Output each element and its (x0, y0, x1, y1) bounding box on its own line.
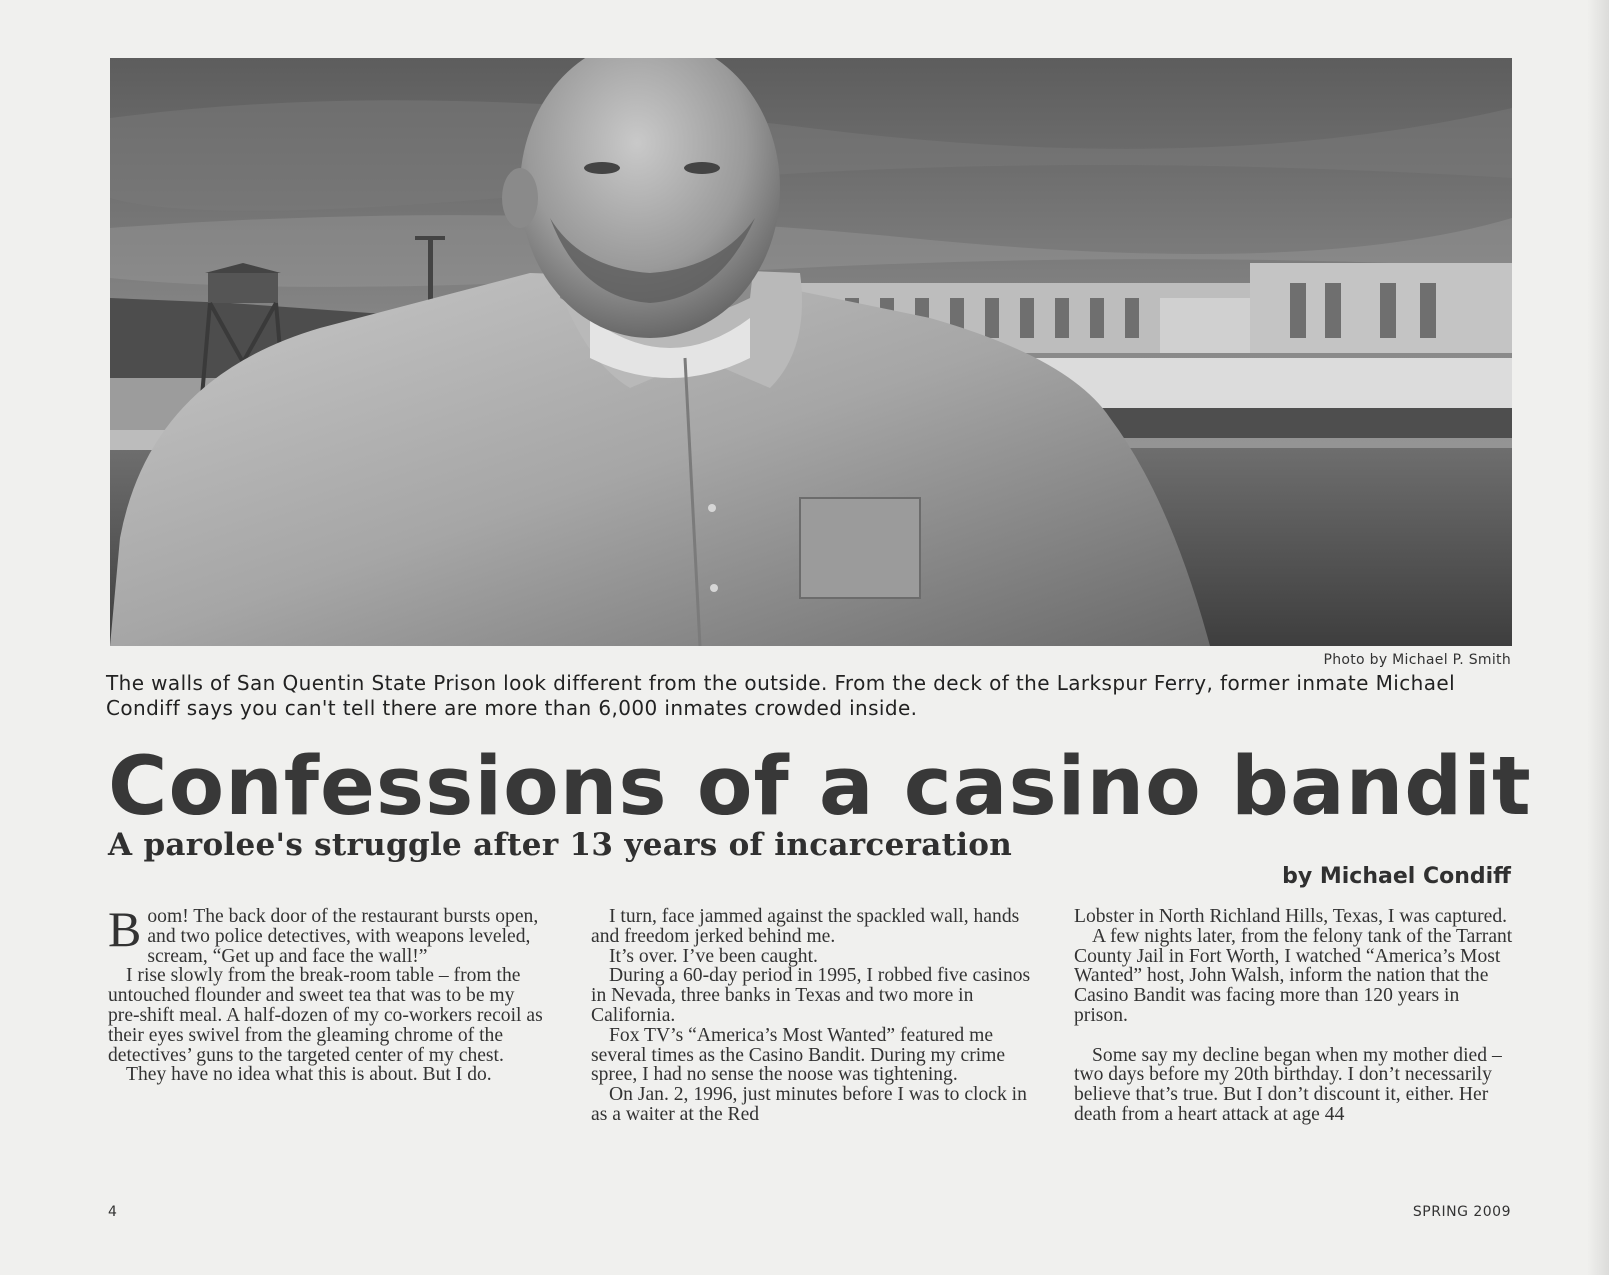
paragraph: They have no idea what this is about. But I do. (126, 1064, 492, 1086)
article-byline: by Michael Condiff (1282, 864, 1511, 889)
photo-credit: Photo by Michael P. Smith (1323, 652, 1511, 668)
paragraph: On Jan. 2, 1996, just minutes before I was to clock in as a waiter at the Red (591, 1084, 1027, 1125)
article-column-3 (1074, 907, 1514, 1125)
paragraph: A few nights later, from the felony tank of the Tarrant County Jail in Fort Worth, I watched “America’s Most Wanted” host, John Walsh, inform the nation that the Casino Bandit was facing more than 120 years in prison. (1074, 925, 1513, 1026)
photo-caption: The walls of San Quentin State Prison look different from the outside. From the deck of the Larkspur Ferry, former inmate Michael Condiff says you can't tell there are more than 6,000 inmates crowded inside. (106, 671, 1456, 720)
article-column-2 (591, 907, 1031, 1125)
paragraph-text: oom! The back door of the restaurant bursts open, and two police detectives, with weapons leveled, scream, “Get up and face the wall!” (147, 906, 539, 967)
paragraph: During a 60-day period in 1995, I robbed five casinos in Nevada, three banks in Texas and two more in California. (591, 965, 1031, 1026)
drop-cap: B (108, 901, 142, 957)
page-number: 4 (108, 1204, 117, 1220)
article-subheadline: A parolee's struggle after 13 years of incarceration (108, 827, 1013, 863)
portrait-photo (110, 58, 1512, 646)
article-headline: Confessions of a casino bandit (108, 740, 1532, 834)
paragraph-spacer (1074, 1026, 1514, 1046)
paragraph: Fox TV’s “America’s Most Wanted” featured me several times as the Casino Bandit. During my crime spree, I had no sense the noose was tightening. (591, 1024, 1006, 1086)
page-edge-shadow (1587, 0, 1609, 1275)
paragraph: I turn, face jammed against the spackled wall, hands and freedom jerked behind me. (591, 906, 1020, 947)
paragraph: I rise slowly from the break-room table – from the untouched flounder and sweet tea that was to be my pre-shift meal. A half-dozen of my co-workers recoil as their eyes swivel from the gleaming chrome of the detectives’ guns to the targeted center of my chest. (108, 965, 543, 1066)
paragraph (108, 901, 546, 967)
paragraph: It’s over. I’ve been caught. (609, 945, 818, 967)
issue-label: SPRING 2009 (1412, 1204, 1511, 1220)
paragraph: Some say my decline began when my mother died – two days before my 20th birthday. I don’t necessarily believe that’s true. But I don’t discount it, either. Her death from a heart attack at age 44 (1074, 1044, 1502, 1125)
photo-illustration (110, 58, 1512, 646)
article-column-1 (108, 901, 546, 1086)
paragraph: Lobster in North Richland Hills, Texas, I was captured. (1074, 906, 1508, 927)
